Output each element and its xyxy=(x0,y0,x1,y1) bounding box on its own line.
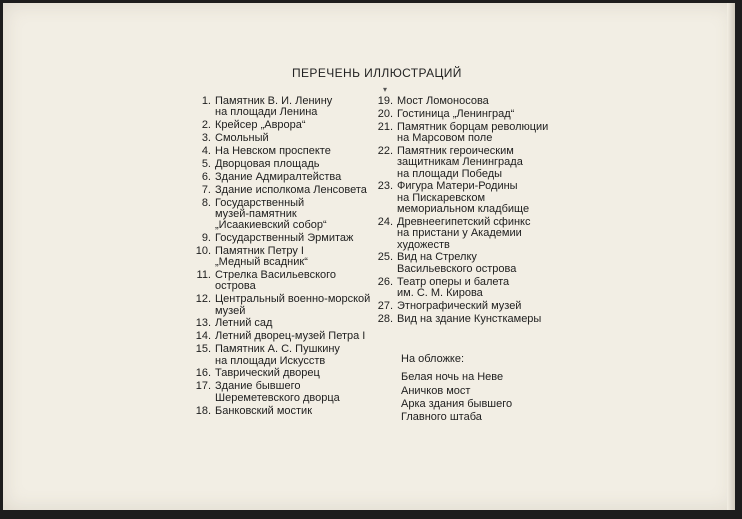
list-item xyxy=(187,120,370,131)
item-title: Государственный музей-памятник „Исаакиевский собор“ xyxy=(215,196,327,232)
list-item xyxy=(369,96,548,107)
cover-lines xyxy=(401,372,512,423)
illustrations-list-right xyxy=(369,96,548,325)
item-title: Таврический дворец xyxy=(215,367,320,380)
item-title: Гостиница „Ленинград“ xyxy=(397,107,515,120)
list-item xyxy=(187,172,370,183)
list-item xyxy=(187,159,370,170)
item-title: Театр оперы и балета им. С. М. Кирова xyxy=(397,275,510,299)
item-title: Мост Ломоносова xyxy=(397,95,489,107)
cover-heading: На обложке: xyxy=(401,353,465,365)
item-number: 14. xyxy=(195,330,211,343)
cover-line: Главного штаба xyxy=(401,411,482,424)
item-number: 27. xyxy=(377,299,393,312)
item-number: 16. xyxy=(195,367,211,380)
item-title: На Невском проспекте xyxy=(215,144,331,157)
item-title: Государственный Эрмитаж xyxy=(215,232,354,245)
item-number: 1. xyxy=(201,95,211,107)
item-number: 26. xyxy=(377,275,393,288)
list-item xyxy=(187,331,370,342)
list-item xyxy=(187,406,370,417)
list-item xyxy=(187,294,370,317)
list-item xyxy=(187,344,370,367)
item-number: 28. xyxy=(377,312,393,325)
item-number: 6. xyxy=(201,170,211,183)
item-title: Памятник борцам революции на Марсовом поле xyxy=(397,120,549,145)
item-number: 10. xyxy=(195,244,211,257)
item-title: Летний дворец-музей Петра I xyxy=(215,330,366,343)
item-title: Памятник А. С. Пушкину на площади Искусств xyxy=(215,343,340,367)
item-number: 19. xyxy=(377,95,393,107)
item-title: Центральный военно-морской музей xyxy=(215,293,371,317)
list-item xyxy=(369,122,548,145)
item-title: Древнеегипетский сфинкс на пристани у Академии художеств xyxy=(397,215,531,251)
item-title: Этнографический музей xyxy=(397,299,522,312)
page-title: ПЕРЕЧЕНЬ ИЛЛЮСТРАЦИЙ xyxy=(292,66,462,80)
item-title: Здание исполкома Ленсовета xyxy=(215,183,367,196)
item-number: 21. xyxy=(377,120,393,133)
item-number: 24. xyxy=(377,215,393,228)
item-title: Дворцовая площадь xyxy=(215,157,320,170)
item-title: Памятник героическим защитникам Ленинграда на площади Победы xyxy=(397,144,523,180)
document-page xyxy=(3,3,735,510)
item-title: Фигура Матери-Родины на Пискаревском мемориальном кладбище xyxy=(397,180,530,216)
item-title: Вид на здание Кунсткамеры xyxy=(397,312,542,325)
list-item xyxy=(187,246,370,269)
item-title: Стрелка Васильевского острова xyxy=(215,269,337,293)
list-item xyxy=(369,217,548,251)
item-title: Здание бывшего Шереметевского дворца xyxy=(215,380,340,404)
item-title: Здание Адмиралтейства xyxy=(215,170,342,183)
list-item xyxy=(187,318,370,329)
item-title: Банковский мостик xyxy=(215,404,313,417)
item-number: 12. xyxy=(195,293,211,306)
list-item xyxy=(187,381,370,404)
list-item xyxy=(187,96,370,119)
cover-section xyxy=(401,354,512,425)
list-item xyxy=(187,133,370,144)
list-item xyxy=(187,270,370,293)
item-number: 3. xyxy=(201,132,211,145)
page-edge-shadow xyxy=(727,3,735,510)
item-number: 15. xyxy=(195,343,211,356)
item-number: 25. xyxy=(377,251,393,264)
list-item xyxy=(369,277,548,300)
illustrations-list-left xyxy=(187,96,370,417)
item-number: 11. xyxy=(196,269,211,282)
list-item xyxy=(369,314,548,325)
list-item xyxy=(369,252,548,275)
item-number: 22. xyxy=(377,144,393,157)
item-number: 18. xyxy=(195,404,211,417)
item-title: Крейсер „Аврора“ xyxy=(215,119,306,132)
item-number: 5. xyxy=(201,157,211,170)
item-number: 2. xyxy=(201,119,211,132)
cover-line: Белая ночь на Неве xyxy=(401,371,504,384)
item-number: 4. xyxy=(201,144,211,157)
ink-mark: ▾ xyxy=(383,85,388,94)
item-title: Памятник Петру I „Медный всадник“ xyxy=(215,244,308,269)
list-item xyxy=(187,146,370,157)
item-number: 9. xyxy=(201,232,211,245)
list-item xyxy=(187,198,370,232)
item-title: Памятник В. И. Ленину на площади Ленина xyxy=(215,95,333,119)
item-number: 7. xyxy=(201,183,211,196)
item-title: Смольный xyxy=(215,132,269,145)
cover-line: Арка здания бывшего xyxy=(401,397,513,410)
item-number: 23. xyxy=(377,180,393,193)
item-number: 13. xyxy=(195,317,211,330)
list-item xyxy=(369,181,548,215)
list-item xyxy=(187,368,370,379)
list-item xyxy=(187,233,370,244)
list-item xyxy=(369,146,548,180)
list-item xyxy=(187,185,370,196)
item-number: 8. xyxy=(201,196,211,209)
item-title: Летний сад xyxy=(215,317,273,330)
cover-line: Аничков мост xyxy=(401,384,471,397)
item-title: Вид на Стрелку Васильевского острова xyxy=(397,251,517,275)
item-number: 17. xyxy=(195,380,211,393)
list-item xyxy=(369,301,548,312)
list-item xyxy=(369,109,548,120)
item-number: 20. xyxy=(377,107,393,120)
